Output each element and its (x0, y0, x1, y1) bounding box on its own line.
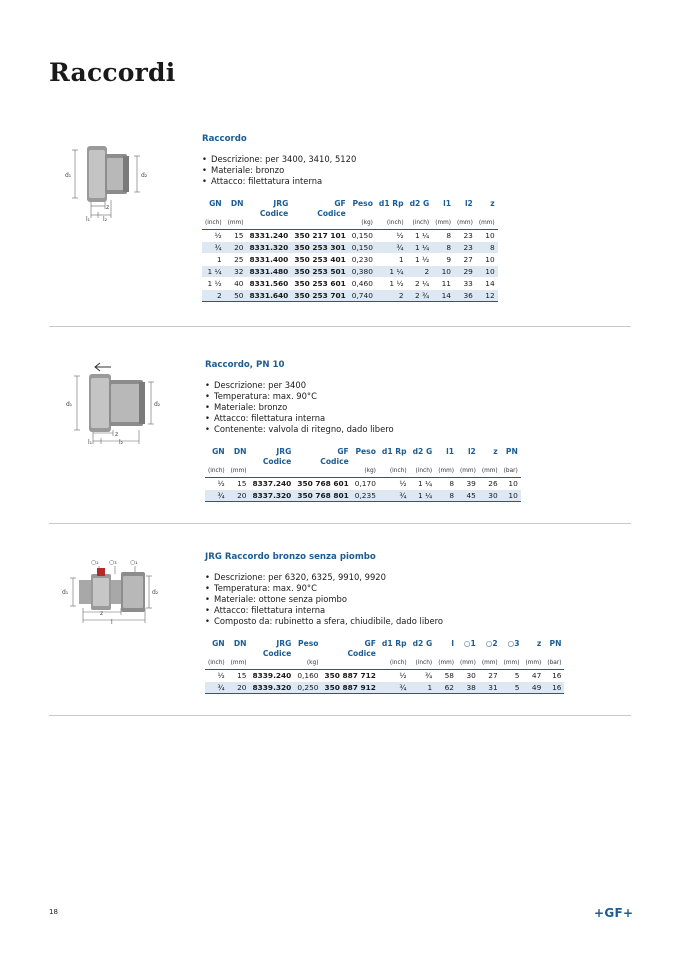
fitting-drawing (61, 140, 151, 224)
cell: 2 ¾ (407, 290, 433, 302)
col-z: z (490, 199, 495, 208)
cell: 15 (228, 478, 250, 490)
table-row (202, 290, 498, 302)
unit-cell: (mm) (457, 659, 479, 670)
col-h2 (479, 649, 501, 659)
cell: 30 (479, 490, 501, 502)
cell: 33 (454, 278, 476, 290)
cell: 49 (523, 682, 545, 694)
bullet-item: • Temperatura: max. 90°C (205, 391, 521, 402)
cell: 8331.240 (247, 230, 292, 242)
cell: 32 (225, 266, 247, 278)
unit-cell: (mm) (501, 659, 523, 670)
cell: 1 ¼ (202, 266, 225, 278)
col-h2 (457, 649, 479, 659)
unit-cell: (inch) (205, 467, 228, 478)
cell: ¾ (205, 490, 228, 502)
cell: 31 (479, 682, 501, 694)
cell: 38 (457, 682, 479, 694)
cell: ¾ (379, 682, 410, 694)
col-h2 (501, 457, 521, 467)
cell: ¾ (410, 670, 436, 682)
label-d1: d₁ (62, 589, 69, 596)
section-title: Raccordo (202, 134, 247, 144)
cell: 8331.320 (247, 242, 292, 254)
table-row (205, 682, 564, 694)
cell: 0,235 (352, 490, 379, 502)
col-l2: l2 (467, 447, 476, 456)
label-d2: d₂ (152, 589, 159, 596)
cell: 10 (501, 490, 521, 502)
label-l1: l₁ (86, 216, 91, 223)
col-h2 (228, 457, 250, 467)
cell: 5 (501, 682, 523, 694)
section-content (202, 134, 498, 302)
unit-cell: (inch) (202, 219, 225, 230)
units-row (205, 467, 521, 478)
col-h2: Codice (347, 649, 376, 658)
col-gn: GN (212, 447, 225, 456)
cell: 2 ¼ (407, 278, 433, 290)
unit-cell: (inch) (376, 219, 407, 230)
cell: 0,380 (349, 266, 376, 278)
col-h2 (379, 649, 410, 659)
cell: 23 (454, 230, 476, 242)
col-d2: d2 G (409, 199, 430, 208)
col-h2 (352, 457, 379, 467)
col-dn: DN (230, 199, 244, 208)
cell: 2 (407, 266, 433, 278)
col-h2 (435, 457, 457, 467)
unit-cell: (mm) (225, 219, 247, 230)
section-divider (49, 326, 631, 327)
unit-cell (247, 219, 292, 230)
header-row-2 (202, 209, 498, 219)
col-h2 (376, 209, 407, 219)
col-h2 (435, 649, 457, 659)
cell: 350 887 912 (321, 682, 378, 694)
bullet-item: • Attacco: filettatura interna (205, 605, 564, 616)
col-o1: ○1 (463, 639, 476, 648)
cell: 29 (454, 266, 476, 278)
cell: 10 (476, 230, 498, 242)
col-jrg: JRG (276, 447, 292, 456)
cell: 16 (544, 670, 564, 682)
cell: 1 (202, 254, 225, 266)
cell: 62 (435, 682, 457, 694)
col-o2: ○2 (485, 639, 498, 648)
label-d1: d₁ (65, 172, 72, 179)
unit-cell (294, 467, 351, 478)
cell: 8337.240 (250, 478, 295, 490)
unit-cell: (mm) (454, 219, 476, 230)
cell: 350 768 601 (294, 478, 351, 490)
unit-cell (291, 219, 348, 230)
cell: 1 ¼ (407, 230, 433, 242)
cell: 20 (225, 242, 247, 254)
cell: 8339.240 (250, 670, 295, 682)
cell: 50 (225, 290, 247, 302)
cell: 36 (454, 290, 476, 302)
label-z: z (115, 431, 119, 438)
bullet-item: • Descrizione: per 3400, 3410, 5120 (202, 154, 498, 165)
cell: 350 253 301 (291, 242, 348, 254)
spec-table (205, 447, 521, 502)
cell: 350 253 601 (291, 278, 348, 290)
unit-cell: (mm) (432, 219, 454, 230)
fitting-drawing (61, 358, 161, 446)
table-row (202, 242, 498, 254)
table-row (205, 490, 521, 502)
bullet-item: • Materiale: ottone senza piombo (205, 594, 564, 605)
col-peso: Peso (355, 447, 376, 456)
bullet-list (205, 380, 521, 435)
cell: 350 253 701 (291, 290, 348, 302)
unit-cell: (bar) (501, 467, 521, 478)
cell: 2 (376, 290, 407, 302)
cell: 0,150 (349, 242, 376, 254)
cell: 20 (228, 490, 250, 502)
cell: 5 (501, 670, 523, 682)
label-d1: d₁ (66, 401, 73, 408)
cell: 1 ½ (202, 278, 225, 290)
header-row-2 (205, 457, 521, 467)
col-h2 (410, 457, 436, 467)
col-h2 (410, 649, 436, 659)
section-divider (49, 523, 631, 524)
unit-cell: (mm) (479, 467, 501, 478)
table-row (202, 278, 498, 290)
cell: 1 (410, 682, 436, 694)
cell: 8 (476, 242, 498, 254)
unit-cell (321, 659, 378, 670)
col-h2 (432, 209, 454, 219)
cell: 20 (228, 682, 250, 694)
label-o2: ○₂ (91, 559, 99, 566)
section-content (205, 360, 521, 502)
unit-cell: (inch) (410, 659, 436, 670)
unit-cell: (inch) (379, 659, 410, 670)
col-h2 (454, 209, 476, 219)
col-peso: Peso (298, 639, 319, 648)
col-h2 (349, 209, 376, 219)
label-o1: ○₁ (130, 559, 138, 566)
cell: 0,230 (349, 254, 376, 266)
cell: 8339.320 (250, 682, 295, 694)
unit-cell: (kg) (294, 659, 321, 670)
unit-cell: (kg) (352, 467, 379, 478)
cell: 14 (432, 290, 454, 302)
col-h2 (501, 649, 523, 659)
table-row (202, 230, 498, 242)
cell: 27 (454, 254, 476, 266)
label-d2: d₂ (154, 401, 161, 408)
cell: 15 (225, 230, 247, 242)
label-o3: ○₃ (109, 559, 117, 566)
label-d2: d₂ (141, 172, 148, 179)
col-h2: Codice (317, 209, 346, 218)
cell: 10 (432, 266, 454, 278)
col-l1: l1 (446, 447, 455, 456)
col-h2: Codice (262, 649, 292, 658)
cell: 12 (476, 290, 498, 302)
spec-table (205, 639, 564, 694)
cell: 350 768 801 (294, 490, 351, 502)
cell: 8 (435, 478, 457, 490)
unit-cell (250, 659, 295, 670)
product-section-jrg-raccordo (49, 550, 631, 712)
label-z: z (100, 610, 104, 617)
cell: ½ (379, 478, 410, 490)
col-gf: GF (364, 639, 376, 648)
cell: 26 (479, 478, 501, 490)
col-gf: GF (337, 447, 349, 456)
cell: 30 (457, 670, 479, 682)
cell: ¾ (205, 682, 228, 694)
cell: 1 ¼ (376, 266, 407, 278)
col-pn: PN (505, 447, 518, 456)
cell: 45 (457, 490, 479, 502)
unit-cell: (mm) (523, 659, 545, 670)
label-l: l (111, 619, 113, 626)
col-h2 (202, 209, 225, 219)
cell: ½ (205, 670, 228, 682)
bullet-item: • Attacco: filettatura interna (202, 176, 498, 187)
unit-cell: (inch) (410, 467, 436, 478)
col-l2: l2 (464, 199, 473, 208)
col-h2 (294, 649, 321, 659)
bullet-item: • Composto da: rubinetto a sfera, chiudibile, dado libero (205, 616, 564, 627)
col-h2 (407, 209, 433, 219)
col-h2 (205, 457, 228, 467)
units-row (205, 659, 564, 670)
cell: 0,250 (294, 682, 321, 694)
bullet-item: • Contenente: valvola di ritegno, dado libero (205, 424, 521, 435)
unit-cell: (inch) (205, 659, 228, 670)
label-l2: l₂ (119, 439, 124, 446)
cell: 0,150 (349, 230, 376, 242)
bullet-item: • Materiale: bronzo (205, 402, 521, 413)
header-row (205, 447, 521, 457)
cell: 350 253 401 (291, 254, 348, 266)
col-h2: Codice (262, 457, 292, 466)
cell: 14 (476, 278, 498, 290)
cell: 8 (432, 242, 454, 254)
col-l: l (451, 639, 455, 648)
cell: 8331.560 (247, 278, 292, 290)
cell: 350 217 101 (291, 230, 348, 242)
cell: 1 ½ (407, 254, 433, 266)
label-z: z (106, 204, 110, 211)
cell: 10 (476, 254, 498, 266)
cell: 8331.400 (247, 254, 292, 266)
cell: 47 (523, 670, 545, 682)
cell: 10 (501, 478, 521, 490)
col-h2 (476, 209, 498, 219)
label-l1: l₁ (88, 439, 93, 446)
unit-cell: (mm) (435, 659, 457, 670)
cell: 27 (479, 670, 501, 682)
col-l1: l1 (443, 199, 452, 208)
label-l2: l₂ (103, 216, 108, 223)
cell: 1 (376, 254, 407, 266)
col-h2 (457, 457, 479, 467)
cell: 58 (435, 670, 457, 682)
bullet-item: • Attacco: filettatura interna (205, 413, 521, 424)
cell: 0,460 (349, 278, 376, 290)
col-h2 (544, 649, 564, 659)
header-row (205, 639, 564, 649)
cell: ½ (376, 230, 407, 242)
bullet-list (202, 154, 498, 187)
col-d1: d1 Rp (381, 639, 407, 648)
unit-cell: (mm) (479, 659, 501, 670)
table-row (202, 266, 498, 278)
page-number: 18 (49, 908, 58, 916)
section-divider (49, 715, 631, 716)
unit-cell: (mm) (228, 467, 250, 478)
cell: ½ (205, 478, 228, 490)
fitting-drawing (61, 556, 161, 626)
product-section-raccordo-pn10 (49, 358, 631, 520)
product-section-raccordo (49, 132, 631, 322)
col-jrg: JRG (276, 639, 292, 648)
col-gf: GF (334, 199, 346, 208)
cell: 8337.320 (250, 490, 295, 502)
cell: 23 (454, 242, 476, 254)
cell: 25 (225, 254, 247, 266)
col-h2 (479, 457, 501, 467)
units-row (202, 219, 498, 230)
unit-cell: (mm) (476, 219, 498, 230)
col-peso: Peso (352, 199, 373, 208)
unit-cell (250, 467, 295, 478)
unit-cell: (mm) (457, 467, 479, 478)
col-d1: d1 Rp (381, 447, 407, 456)
col-h2 (228, 649, 250, 659)
page-title: Raccordi (49, 58, 176, 87)
unit-cell: (mm) (228, 659, 250, 670)
unit-cell: (inch) (407, 219, 433, 230)
cell: 10 (476, 266, 498, 278)
cell: 350 887 712 (321, 670, 378, 682)
cell: 11 (432, 278, 454, 290)
bullet-item: • Descrizione: per 3400 (205, 380, 521, 391)
table-row (205, 670, 564, 682)
section-title: Raccordo, PN 10 (205, 360, 285, 370)
col-gn: GN (212, 639, 225, 648)
unit-cell: (mm) (435, 467, 457, 478)
col-dn: DN (233, 447, 247, 456)
cell: 0,160 (294, 670, 321, 682)
col-h2: Codice (320, 457, 349, 466)
header-row-2 (205, 649, 564, 659)
col-o3: ○3 (507, 639, 520, 648)
cell: 1 ¼ (410, 490, 436, 502)
cell: 39 (457, 478, 479, 490)
cell: ½ (379, 670, 410, 682)
unit-cell: (inch) (379, 467, 410, 478)
col-dn: DN (233, 639, 247, 648)
cell: 9 (432, 254, 454, 266)
bullet-item: • Materiale: bronzo (202, 165, 498, 176)
cell: ½ (202, 230, 225, 242)
col-jrg: JRG (273, 199, 289, 208)
col-d2: d2 G (412, 639, 433, 648)
cell: ¾ (379, 490, 410, 502)
cell: 0,740 (349, 290, 376, 302)
unit-cell: (kg) (349, 219, 376, 230)
col-gn: GN (209, 199, 222, 208)
col-h2: Codice (259, 209, 289, 218)
cell: 1 ¼ (407, 242, 433, 254)
col-d1: d1 Rp (378, 199, 404, 208)
table-row (202, 254, 498, 266)
cell: 8 (435, 490, 457, 502)
cell: 8331.480 (247, 266, 292, 278)
col-h2 (205, 649, 228, 659)
spec-table (202, 199, 498, 302)
cell: 2 (202, 290, 225, 302)
col-pn: PN (549, 639, 562, 648)
bullet-item: • Descrizione: per 6320, 6325, 9910, 9920 (205, 572, 564, 583)
cell: 15 (228, 670, 250, 682)
bullet-item: • Temperatura: max. 90°C (205, 583, 564, 594)
section-content (205, 552, 564, 694)
col-h2 (379, 457, 410, 467)
cell: 1 ¼ (410, 478, 436, 490)
cell: ¾ (376, 242, 407, 254)
table-row (205, 478, 521, 490)
cell: 16 (544, 682, 564, 694)
header-row (202, 199, 498, 209)
bullet-list (205, 572, 564, 627)
section-title: JRG Raccordo bronzo senza piombo (205, 552, 376, 562)
cell: 0,170 (352, 478, 379, 490)
unit-cell: (bar) (544, 659, 564, 670)
col-h2 (225, 209, 247, 219)
cell: 8331.640 (247, 290, 292, 302)
cell: 350 253 501 (291, 266, 348, 278)
cell: 40 (225, 278, 247, 290)
col-z: z (493, 447, 498, 456)
col-d2: d2 G (412, 447, 433, 456)
cell: ¾ (202, 242, 225, 254)
col-z: z (536, 639, 542, 648)
col-h2 (523, 649, 545, 659)
cell: 1 ½ (376, 278, 407, 290)
cell: 8 (432, 230, 454, 242)
gf-logo: +GF+ (594, 906, 634, 920)
